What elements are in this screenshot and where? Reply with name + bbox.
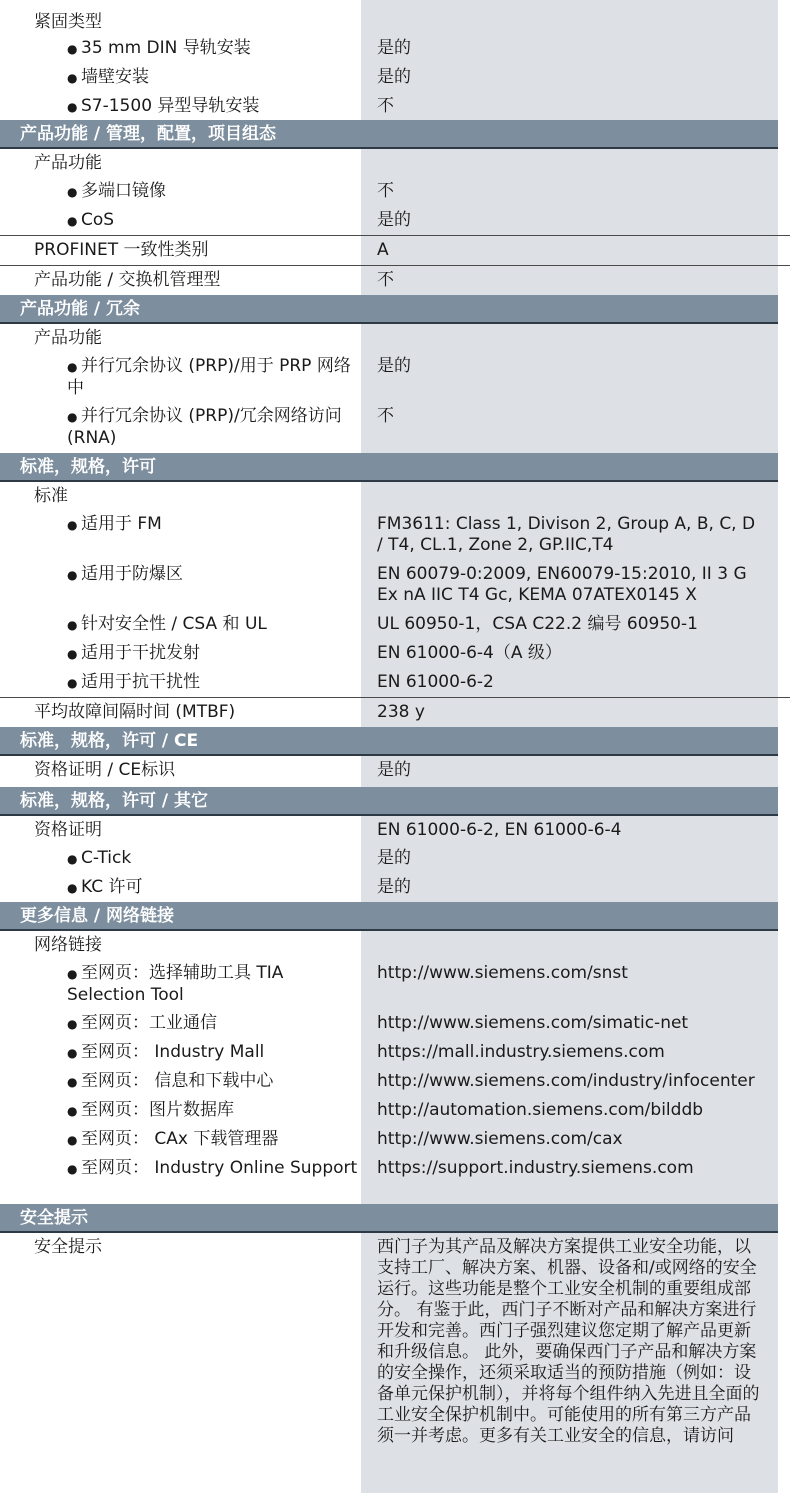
spec-row: [0, 235, 790, 265]
spec-label: [0, 266, 361, 295]
spec-value: https://support.industry.siemens.com: [361, 1154, 778, 1204]
spec-row: [0, 92, 790, 120]
spec-row: [0, 206, 790, 235]
spec-row: [0, 352, 790, 402]
spec-label-text: 产品功能: [34, 328, 102, 348]
section-header: 产品功能 / 冗余: [0, 295, 778, 324]
bullet-icon: ●: [67, 185, 78, 199]
bullet-icon: ●: [67, 568, 78, 582]
bullet-icon: ●: [67, 42, 78, 56]
spec-label: [0, 873, 361, 902]
spec-row: [0, 1233, 790, 1493]
spec-label: [0, 1096, 361, 1125]
spec-label: [0, 931, 361, 959]
spec-row: [0, 873, 790, 902]
spec-label: [0, 63, 361, 92]
spec-value: 不: [361, 266, 778, 295]
spec-value: 不: [361, 92, 778, 120]
spec-label-text: 并行冗余协议 (PRP)/用于 PRP 网络中: [67, 356, 351, 398]
spec-label-text: PROFINET 一致性类别: [34, 240, 209, 260]
bullet-icon: ●: [67, 881, 78, 895]
section-header: 标准，规格，许可 / 其它: [0, 787, 778, 816]
spec-value: [361, 324, 778, 352]
spec-row: [0, 697, 790, 727]
spec-label: [0, 560, 361, 610]
spec-label: [0, 1154, 361, 1204]
spec-label: [0, 639, 361, 668]
spec-label-text: 产品功能: [34, 153, 102, 173]
spec-label-text: 标准: [34, 486, 68, 506]
spec-label-text: 资格证明 / CE标识: [34, 760, 176, 780]
spec-value: EN 61000-6-2, EN 61000-6-4: [361, 816, 778, 844]
spec-value: UL 60950-1，CSA C22.2 编号 60950-1: [361, 610, 778, 639]
spec-value: [361, 149, 778, 177]
spec-value: 238 y: [361, 698, 778, 727]
spec-value: 是的: [361, 844, 778, 873]
spec-row: [0, 1125, 790, 1154]
spec-label: [0, 959, 361, 1009]
spec-row: [0, 265, 790, 295]
spec-label-text: C-Tick: [81, 848, 132, 868]
spec-value: 是的: [361, 352, 778, 402]
spec-value: http://www.siemens.com/simatic-net: [361, 1009, 778, 1038]
spec-label: [0, 1009, 361, 1038]
spec-row: [0, 324, 790, 352]
bullet-icon: ●: [67, 618, 78, 632]
spec-value: [361, 931, 778, 959]
bullet-icon: ●: [67, 647, 78, 661]
bullet-icon: ●: [67, 71, 78, 85]
spec-value: http://automation.siemens.com/bilddb: [361, 1096, 778, 1125]
spec-label-text: 并行冗余协议 (PRP)/冗余网络访问 (RNA): [67, 406, 342, 448]
spec-row: [0, 34, 790, 63]
spec-label: [0, 698, 361, 727]
spec-row: [0, 402, 790, 453]
bullet-icon: ●: [67, 518, 78, 532]
spec-row: [0, 959, 790, 1009]
spec-row: [0, 816, 790, 844]
section-header: 标准，规格，许可: [0, 453, 778, 482]
bullet-icon: ●: [67, 410, 78, 424]
spec-value: http://www.siemens.com/cax: [361, 1125, 778, 1154]
spec-label: [0, 610, 361, 639]
spec-row: [0, 482, 790, 510]
spec-label-text: 至网页：图片数据库: [81, 1100, 234, 1120]
spec-label: [0, 177, 361, 206]
spec-value: http://www.siemens.com/industry/infocenter: [361, 1067, 778, 1096]
spec-value: 是的: [361, 873, 778, 902]
spec-row: [0, 177, 790, 206]
top-strip: [0, 0, 790, 8]
spec-label: [0, 34, 361, 63]
spec-label-text: 紧固类型: [34, 12, 102, 32]
spec-label-text: 产品功能 / 交换机管理型: [34, 270, 221, 290]
spec-label: [0, 206, 361, 235]
bullet-icon: ●: [67, 1133, 78, 1147]
bullet-icon: ●: [67, 100, 78, 114]
spec-row: [0, 1009, 790, 1038]
spec-row: [0, 844, 790, 873]
spec-row: [0, 610, 790, 639]
spec-label: [0, 668, 361, 697]
spec-label-text: 网络链接: [34, 935, 102, 955]
spec-label: [0, 1038, 361, 1067]
spec-label-text: 适用于抗干扰性: [81, 672, 200, 692]
spec-label-text: 墙壁安装: [81, 67, 149, 87]
spec-label-text: 平均故障间隔时间 (MTBF): [34, 702, 236, 722]
spec-label: [0, 352, 361, 402]
spec-label-text: 至网页： CAx 下载管理器: [81, 1129, 279, 1149]
spec-label: [0, 1125, 361, 1154]
section-header: 更多信息 / 网络链接: [0, 902, 778, 931]
spec-value: 是的: [361, 63, 778, 92]
bullet-icon: ●: [67, 852, 78, 866]
spec-label-text: 至网页： 信息和下载中心: [81, 1071, 274, 1091]
bullet-icon: ●: [67, 360, 78, 374]
spec-label: [0, 756, 361, 787]
section-header: 标准，规格，许可 / CE: [0, 727, 778, 756]
spec-value: [361, 8, 778, 34]
spec-label-text: 针对安全性 / CSA 和 UL: [81, 614, 267, 634]
spec-value: 是的: [361, 206, 778, 235]
spec-row: [0, 63, 790, 92]
bullet-icon: ●: [67, 967, 78, 981]
spec-label: [0, 92, 361, 120]
spec-label: [0, 8, 361, 34]
spec-value: EN 61000-6-4（A 级）: [361, 639, 778, 668]
bullet-icon: ●: [67, 676, 78, 690]
section-header: 安全提示: [0, 1204, 778, 1233]
spec-label-text: 至网页： Industry Mall: [81, 1042, 265, 1062]
spec-value: 是的: [361, 756, 778, 787]
spec-label: [0, 510, 361, 560]
spec-label-text: 适用于防爆区: [81, 564, 183, 584]
bullet-icon: ●: [67, 1104, 78, 1118]
spec-value: FM3611: Class 1, Divison 2, Group A, B, C, D / T4, CL.1, Zone 2, GP.IIC,T4: [361, 510, 778, 560]
spec-label-text: 多端口镜像: [81, 181, 166, 201]
spec-row: [0, 149, 790, 177]
spec-row: [0, 560, 790, 610]
spec-label: [0, 1067, 361, 1096]
spec-value: https://mall.industry.siemens.com: [361, 1038, 778, 1067]
spec-value: EN 60079-0:2009, EN60079-15:2010, II 3 G Ex nA IIC T4 Gc, KEMA 07ATEX0145 X: [361, 560, 778, 610]
spec-label: [0, 149, 361, 177]
spec-label-text: 安全提示: [34, 1237, 102, 1257]
spec-row: [0, 668, 790, 697]
spec-value: [361, 482, 778, 510]
spec-row: [0, 8, 790, 34]
spec-label-text: 35 mm DIN 导轨安装: [81, 38, 251, 58]
spec-label: [0, 482, 361, 510]
spec-label-text: 至网页：工业通信: [81, 1013, 217, 1033]
spec-label-text: 适用于 FM: [81, 514, 162, 534]
bullet-icon: ●: [67, 1017, 78, 1031]
spec-value: EN 61000-6-2: [361, 668, 778, 697]
spec-row: [0, 510, 790, 560]
spec-label-text: 至网页：选择辅助工具 TIA Selection Tool: [67, 963, 284, 1005]
spec-row: [0, 1038, 790, 1067]
spec-label-text: CoS: [81, 210, 115, 230]
spec-label-text: KC 许可: [81, 877, 143, 897]
spec-row: [0, 1067, 790, 1096]
spec-label-text: 至网页： Industry Online Support: [81, 1158, 358, 1178]
spec-value: 是的: [361, 34, 778, 63]
spec-label: [0, 816, 361, 844]
spec-label-text: 资格证明: [34, 820, 102, 840]
bullet-icon: ●: [67, 214, 78, 228]
spec-row: [0, 756, 790, 787]
bullet-icon: ●: [67, 1162, 78, 1176]
spec-label-text: S7-1500 异型导轨安装: [81, 96, 260, 116]
spec-label: [0, 402, 361, 453]
bullet-icon: ●: [67, 1046, 78, 1060]
spec-label: [0, 236, 361, 265]
spec-value: 不: [361, 402, 778, 453]
spec-row: [0, 931, 790, 959]
spec-label: [0, 844, 361, 873]
bullet-icon: ●: [67, 1075, 78, 1089]
spec-value: 西门子为其产品及解决方案提供工业安全功能，以支持工厂、解决方案、机器、设备和/或网络的安全运行。这些功能是整个工业安全机制的重要组成部分。 有鉴于此，西门子不断对产品和解决方案进行开发和完善。西门子强烈建议您定期了解产品更新和升级信息。 此外，要确保西门子产品和解决方案的安全操作，还须采取适当的预防措施（例如：设备单元保护机制），并将每个组件纳入先进且全面的工业安全保护机制中。可能使用的所有第三方产品须一并考虑。更多有关工业安全的信息，请访问: [361, 1233, 778, 1493]
spec-value: http://www.siemens.com/snst: [361, 959, 778, 1009]
spec-label: [0, 1233, 361, 1493]
spec-row: [0, 1154, 790, 1204]
spec-value: 不: [361, 177, 778, 206]
spec-value: A: [361, 236, 778, 265]
spec-row: [0, 1096, 790, 1125]
section-header: 产品功能 / 管理，配置，项目组态: [0, 120, 778, 149]
spec-label-text: 适用于干扰发射: [81, 643, 200, 663]
spec-label: [0, 324, 361, 352]
spec-row: [0, 639, 790, 668]
